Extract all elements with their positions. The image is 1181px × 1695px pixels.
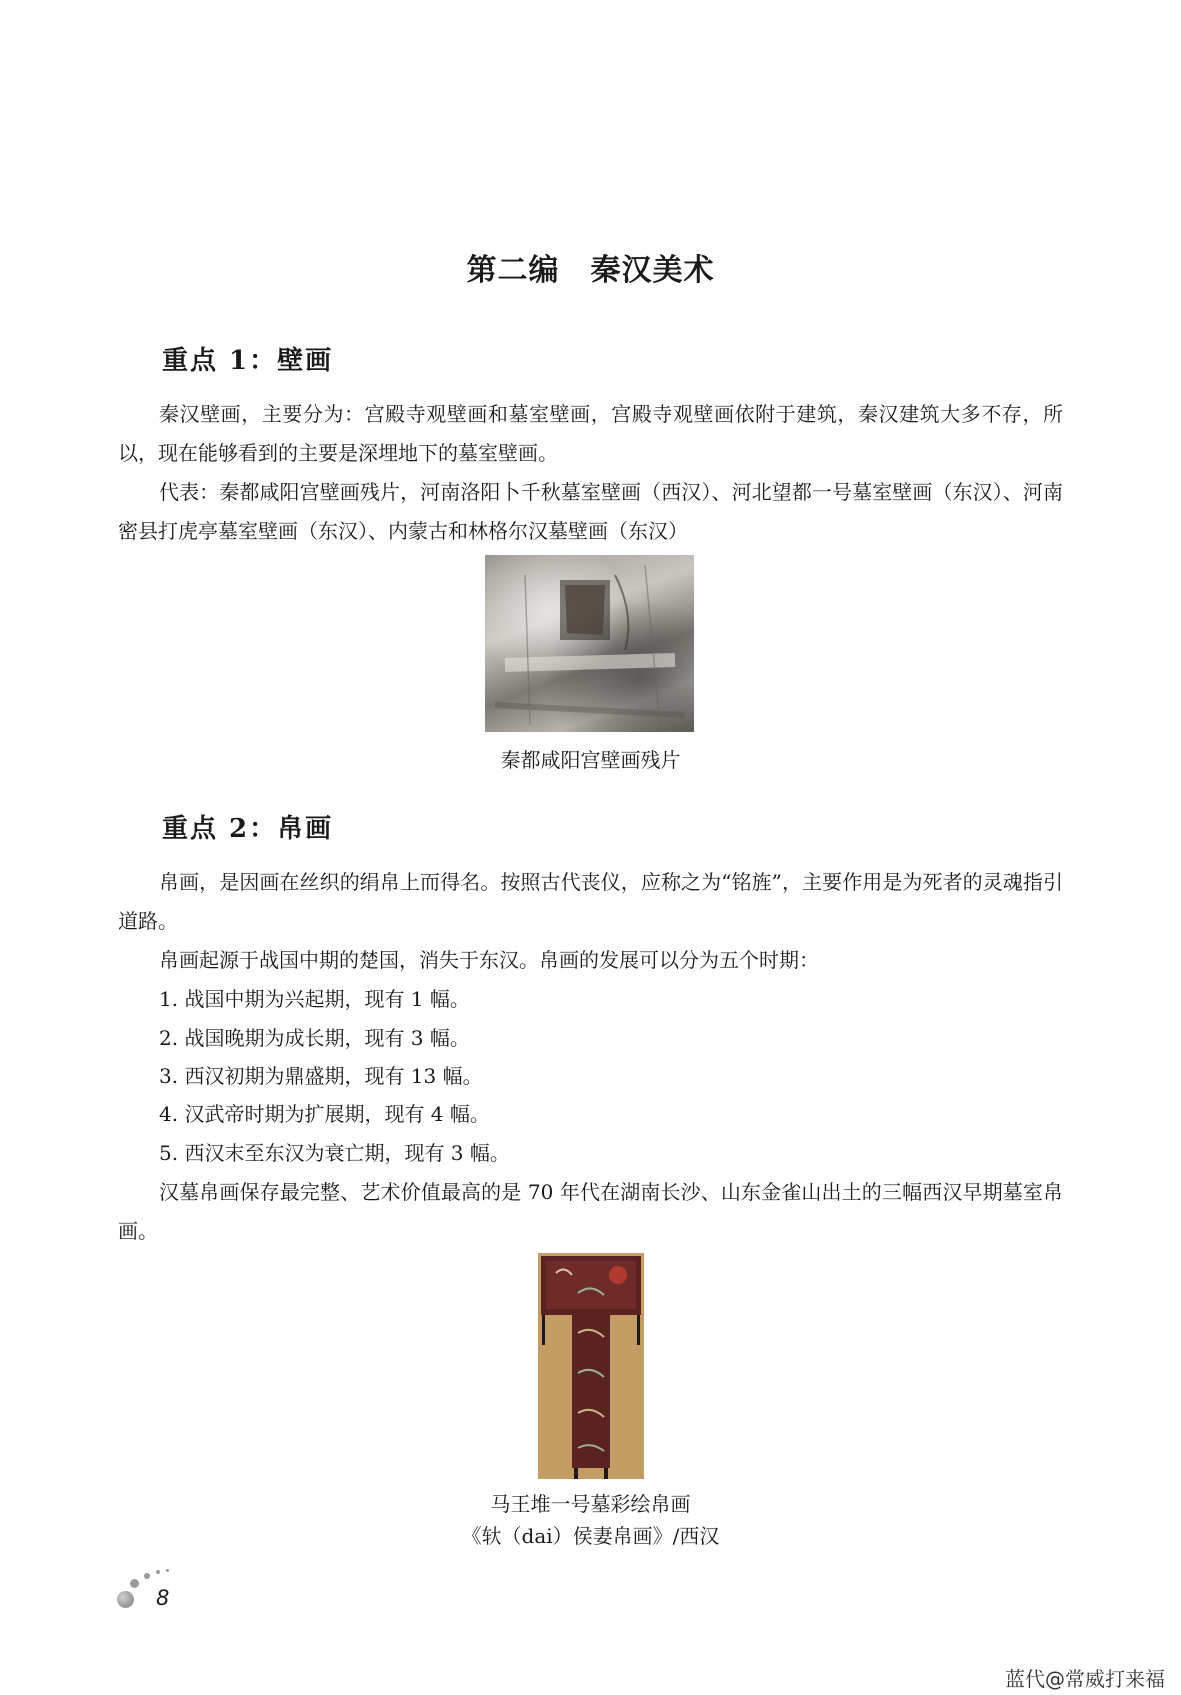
silk-banner-image (538, 1253, 644, 1479)
page-ornament-dot (117, 1591, 134, 1608)
section-1-paragraph-2: 代表：秦都咸阳宫壁画残片，河南洛阳卜千秋墓室壁画（西汉）、河北望都一号墓室壁画（东汉）、河南密县打虎亭墓室壁画（东汉）、内蒙古和林格尔汉墓壁画（东汉） (118, 480, 1063, 543)
page-ornament-dot (166, 1569, 169, 1572)
silk-banner-drawing (538, 1253, 644, 1479)
page-ornament-dot (130, 1579, 139, 1588)
mural-fragment-drawing (485, 555, 694, 732)
section-2-paragraph-1: 帛画，是因画在丝织的绢帛上而得名。按照古代丧仪，应称之为“铭旌”，主要作用是为死者的灵魂指引道路。 (118, 870, 1063, 933)
watermark-text: 蓝代@常威打来福 (1005, 1667, 1165, 1691)
banner-caption-line-1: 马王堆一号墓彩绘帛画 (490, 1492, 691, 1516)
period-list-item-3: 3. 西汉初期为鼎盛期，现有 13 幅。 (159, 1064, 483, 1088)
section-2-paragraph-2: 帛画起源于战国中期的楚国，消失于东汉。帛画的发展可以分为五个时期： (159, 948, 819, 972)
section-1-heading: 重点 1：壁画 (162, 346, 334, 376)
period-list-item-4: 4. 汉武帝时期为扩展期，现有 4 幅。 (159, 1102, 490, 1126)
page-ornament-dot (144, 1573, 150, 1579)
period-list-item-5: 5. 西汉末至东汉为衰亡期，现有 3 幅。 (159, 1141, 510, 1165)
banner-caption-line-2: 《轪（dai）侯妻帛画》/西汉 (461, 1524, 720, 1548)
period-list-item-2: 2. 战国晚期为成长期，现有 3 幅。 (159, 1026, 470, 1050)
section-1-paragraph-1: 秦汉壁画，主要分为：宫殿寺观壁画和墓室壁画，宫殿寺观壁画依附于建筑，秦汉建筑大多不存，所以，现在能够看到的主要是深埋地下的墓室壁画。 (118, 402, 1063, 465)
chapter-title: 第二编 秦汉美术 (466, 253, 715, 288)
page-ornament-dot (156, 1570, 160, 1574)
mural-figure-caption: 秦都咸阳宫壁画残片 (500, 748, 681, 772)
section-2-closing-paragraph: 汉墓帛画保存最完整、艺术价值最高的是 70 年代在湖南长沙、山东金雀山出土的三幅西汉早期墓室帛画。 (118, 1180, 1063, 1243)
mural-fragment-image (485, 555, 694, 732)
section-2-heading: 重点 2：帛画 (162, 814, 334, 844)
page-number: 8 (156, 1586, 170, 1610)
period-list-item-1: 1. 战国中期为兴起期，现有 1 幅。 (159, 987, 470, 1011)
